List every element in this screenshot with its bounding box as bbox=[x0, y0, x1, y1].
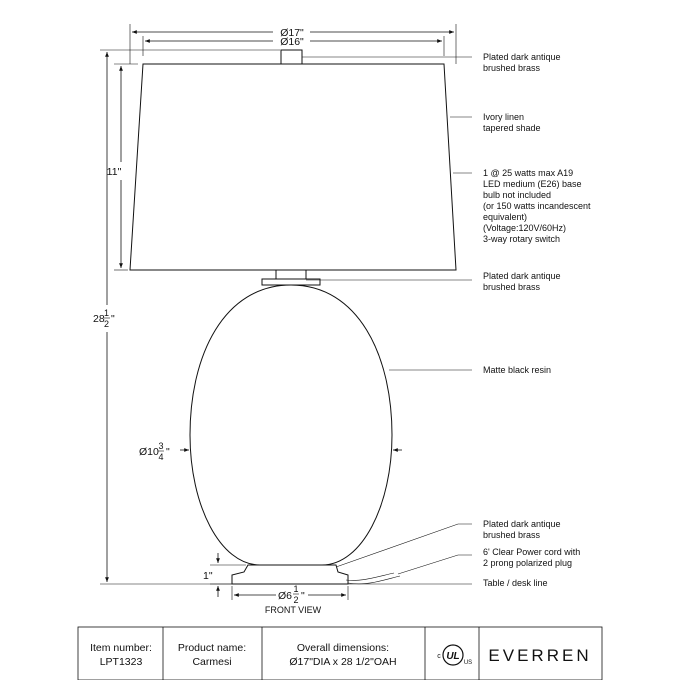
annotation-line: Plated dark antique bbox=[483, 52, 561, 62]
power-cord bbox=[346, 573, 400, 584]
annotation-line: tapered shade bbox=[483, 123, 541, 133]
overall-dimensions-value: Ø17"DIA x 28 1/2"OAH bbox=[289, 656, 397, 668]
dim-shade-top-label: Ø16" bbox=[280, 36, 304, 48]
ul-mark-text: UL bbox=[446, 651, 460, 662]
ul-us-text: US bbox=[463, 660, 473, 666]
annotation-line: bulb not included bbox=[483, 190, 552, 200]
dim-body-width-label: Ø10 bbox=[139, 446, 159, 458]
ul-c-text: c bbox=[437, 653, 441, 660]
product-name-value: Carmesi bbox=[192, 656, 232, 668]
brand-logo: EVERREN bbox=[488, 646, 592, 665]
annotation-line: 2 prong polarized plug bbox=[483, 558, 573, 568]
lamp-front-view bbox=[130, 50, 456, 584]
annotation-neck bbox=[483, 271, 561, 292]
annotation-cord bbox=[483, 547, 580, 568]
item-number-label: Item number: bbox=[90, 642, 152, 654]
annotation-line: brushed brass bbox=[483, 63, 541, 73]
frac-num: 1 bbox=[103, 308, 110, 318]
annotation-base-plate bbox=[483, 519, 561, 540]
annotation-line: 6' Clear Power cord with bbox=[483, 547, 581, 557]
annotation-table-line bbox=[483, 578, 548, 588]
leader-cord bbox=[398, 555, 472, 574]
product-name-label: Product name: bbox=[177, 642, 247, 654]
annotation-line: brushed brass bbox=[483, 530, 541, 540]
frac-num: 3 bbox=[158, 441, 164, 451]
annotation-line: Ivory linen bbox=[483, 112, 525, 122]
inch-mark: " bbox=[301, 590, 305, 602]
annotation-line: (or 150 watts incandescent bbox=[483, 201, 591, 211]
dim-overall-height-label: 28 bbox=[93, 313, 105, 325]
frac-den: 2 bbox=[293, 595, 299, 605]
dim-shade-overall-label: Ø17" bbox=[280, 27, 304, 39]
annotation-shade bbox=[483, 112, 541, 133]
title-block bbox=[78, 627, 602, 680]
annotation-line: equivalent) bbox=[483, 212, 528, 222]
annotation-line: Table / desk line bbox=[483, 578, 548, 588]
annotation-line: 3-way rotary switch bbox=[483, 234, 561, 244]
inch-mark: " bbox=[111, 313, 115, 325]
annotation-finial bbox=[483, 52, 561, 73]
annotation-line: Plated dark antique bbox=[483, 271, 561, 281]
front-view-label: FRONT VIEW bbox=[264, 605, 322, 615]
neck-collar bbox=[276, 270, 306, 279]
annotation-line: 1 @ 25 watts max A19 bbox=[483, 168, 574, 178]
ul-certification-icon bbox=[437, 645, 472, 666]
frac-den: 2 bbox=[103, 319, 110, 329]
dim-base-width bbox=[232, 584, 348, 605]
inch-mark: " bbox=[166, 446, 170, 458]
overall-dimensions-label: Overall dimensions: bbox=[296, 642, 390, 654]
annotation-bulb bbox=[483, 168, 591, 244]
annotation-line: Plated dark antique bbox=[483, 519, 561, 529]
annotation-line: Matte black resin bbox=[483, 365, 552, 375]
finial bbox=[281, 50, 302, 64]
annotation-line: brushed brass bbox=[483, 282, 541, 292]
item-number-value: LPT1323 bbox=[99, 656, 143, 668]
lampshade bbox=[130, 64, 456, 270]
frac-num: 1 bbox=[293, 584, 299, 594]
base-plinth bbox=[232, 565, 348, 584]
annotation-line: (Voltage:120V/60Hz) bbox=[483, 223, 567, 233]
dim-shade-height-label: 11" bbox=[106, 166, 122, 178]
dim-base-height-label: 1" bbox=[203, 570, 213, 582]
dim-base-width-label: Ø6 bbox=[278, 590, 293, 602]
annotation-line: LED medium (E26) base bbox=[483, 179, 582, 189]
frac-den: 4 bbox=[158, 452, 164, 462]
lamp-body bbox=[190, 285, 392, 565]
annotation-body bbox=[483, 365, 551, 375]
